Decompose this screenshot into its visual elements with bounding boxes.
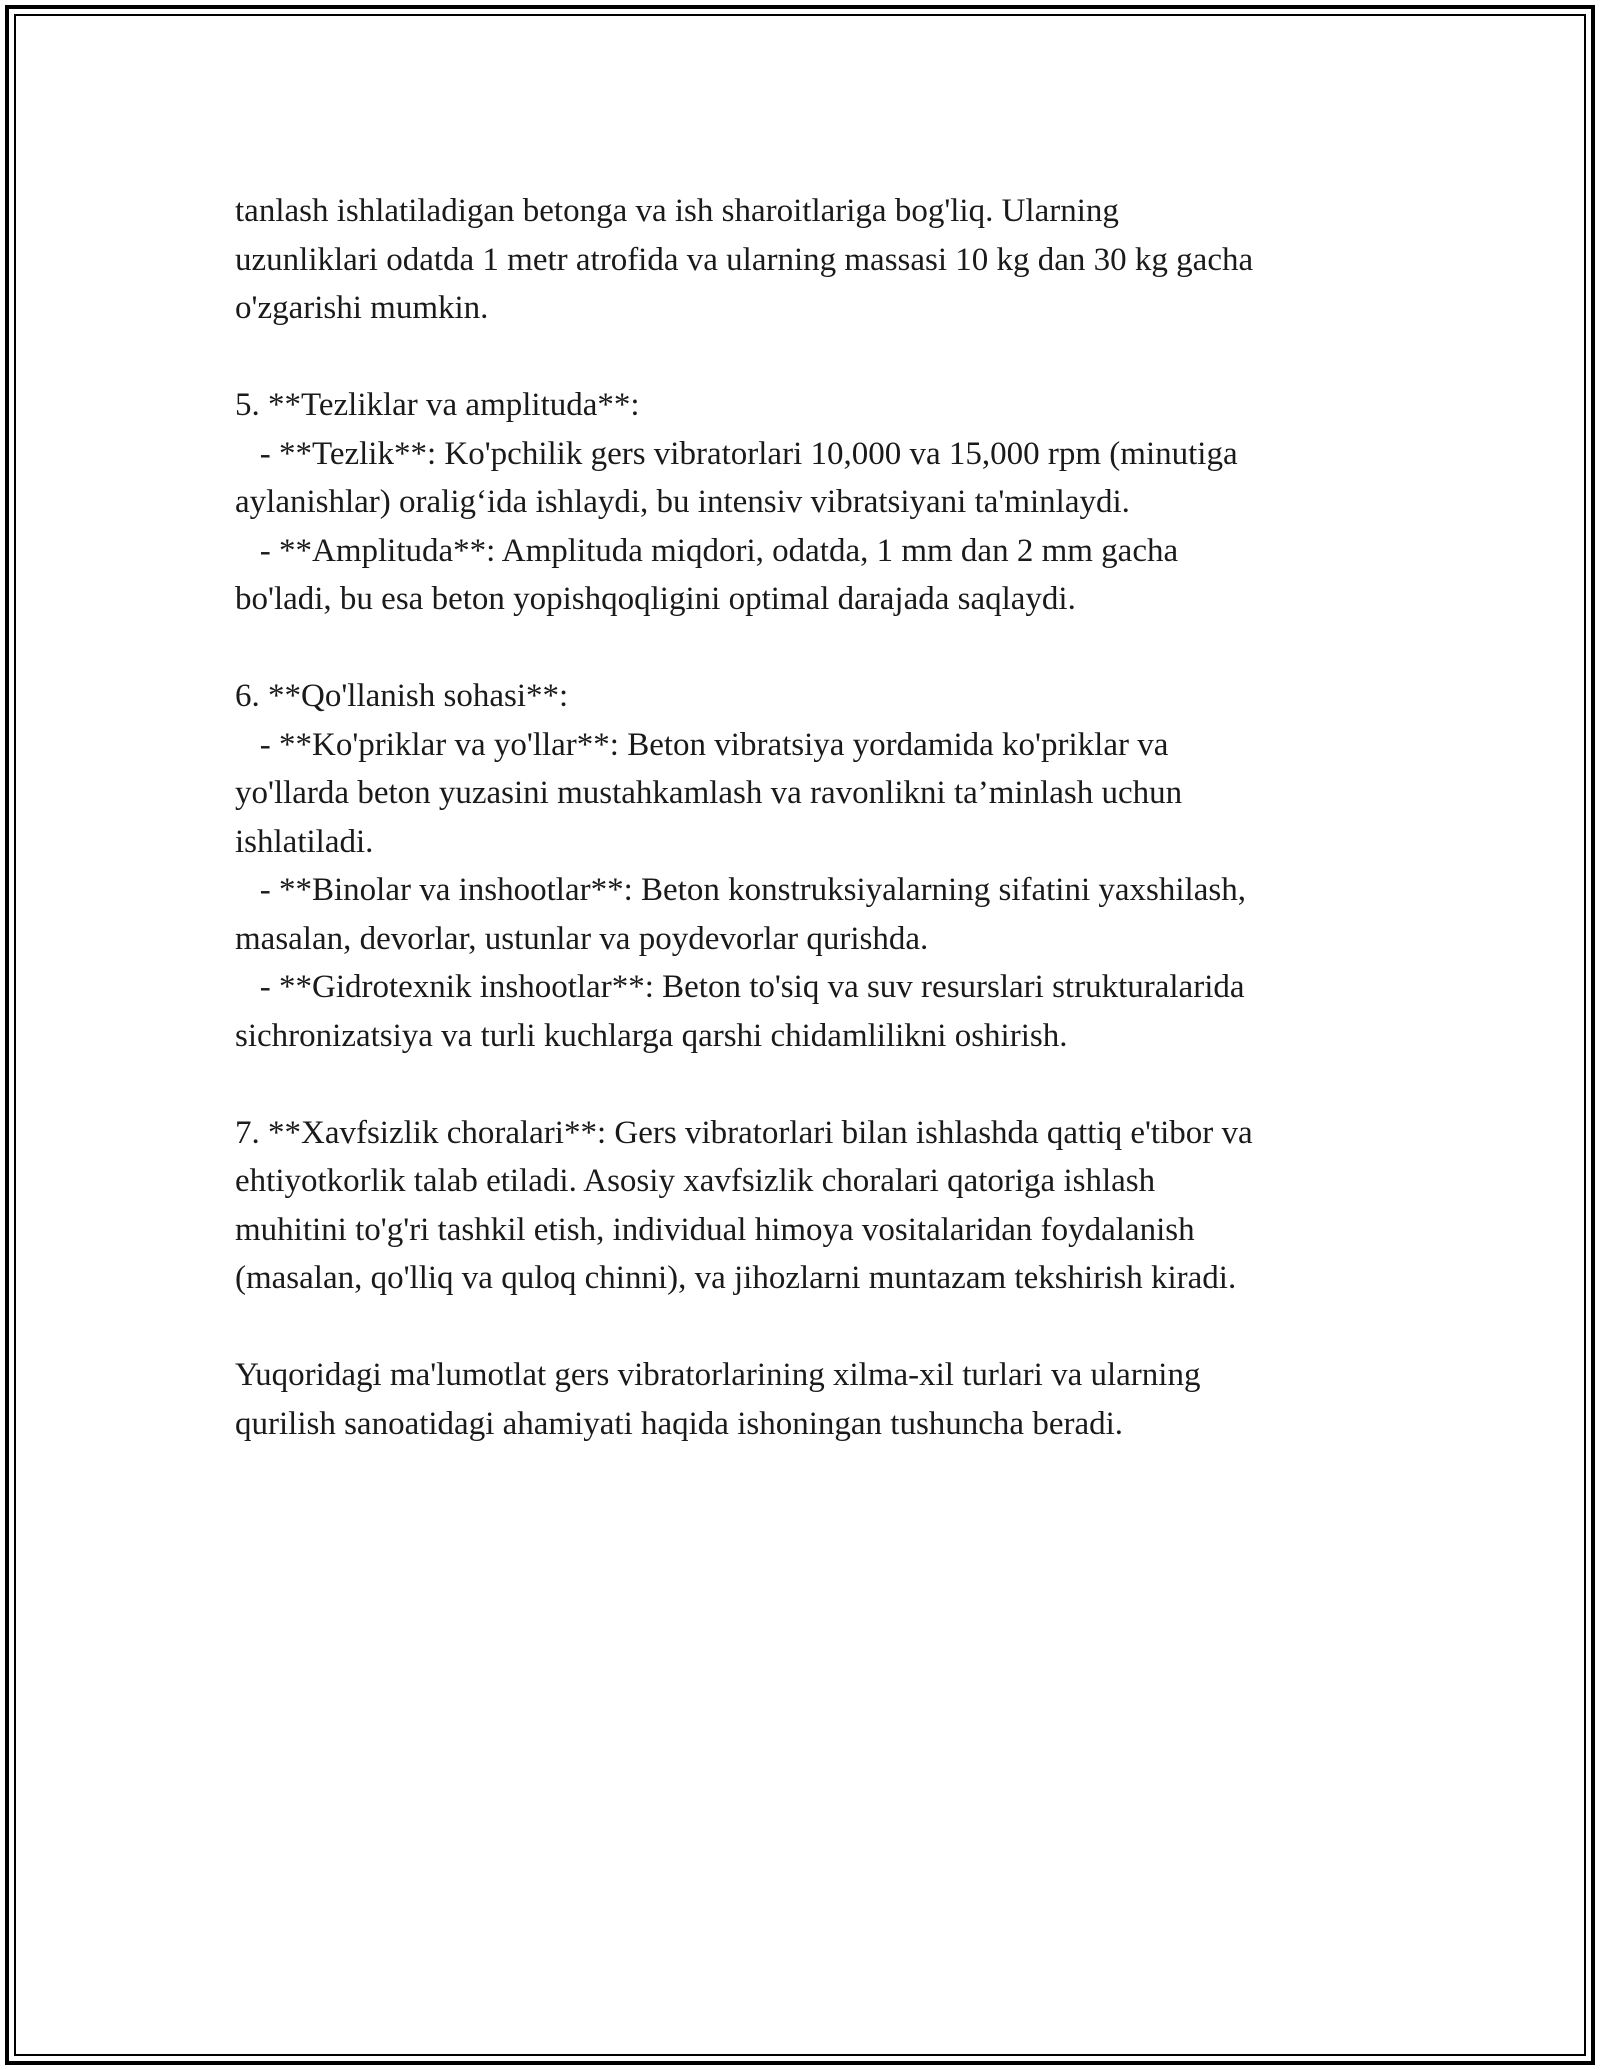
- paragraph-spacer: [235, 624, 1395, 673]
- text-line: tanlash ishlatiladigan betonga va ish sharoitlariga bog'liq. Ularning: [235, 193, 1119, 229]
- text-line: - **Binolar va inshootlar**: Beton konstruksiyalarning sifatini yaxshilash,: [235, 872, 1246, 908]
- section-5: [235, 381, 1395, 624]
- text-line: masalan, devorlar, ustunlar va poydevorlar qurishda.: [235, 920, 929, 957]
- text-line: sichronizatsiya va turli kuchlarga qarshi chidamlilikni oshirish.: [235, 1017, 1068, 1054]
- text-line: - **Amplituda**: Amplituda miqdori, odatda, 1 mm dan 2 mm gacha: [235, 532, 1179, 569]
- text-line: qurilish sanoatidagi ahamiyati haqida ishoningan tushuncha beradi.: [235, 1405, 1124, 1442]
- list-item-speed: [235, 430, 1395, 527]
- conclusion-paragraph: [235, 1351, 1395, 1448]
- document-body: [235, 187, 1395, 1448]
- paragraph-spacer: [235, 1303, 1395, 1352]
- text-line: - **Ko'priklar va yo'llar**: Beton vibratsiya yordamida ko'priklar va: [235, 726, 1169, 763]
- section-7: [235, 1109, 1395, 1303]
- section-heading: 6. **Qo'llanish sohasi**:: [235, 678, 569, 714]
- list-item-hydro: [235, 963, 1395, 1060]
- intro-paragraph: [235, 187, 1395, 333]
- text-line: ishlatiladi.: [235, 823, 374, 860]
- text-line: bo'ladi, bu esa beton yopishqoqligini optimal darajada saqlaydi.: [235, 581, 1076, 617]
- text-line: (masalan, qo'lliq va quloq chinni), va jihozlarni muntazam tekshirish kiradi.: [235, 1260, 1237, 1296]
- section-6: [235, 672, 1395, 1060]
- section-heading: 5. **Tezliklar va amplituda**:: [235, 387, 640, 423]
- text-line: Yuqoridagi ma'lumotlat gers vibratorlarining xilma-xil turlari va ularning: [235, 1357, 1201, 1393]
- text-line: o'zgarishi mumkin.: [235, 290, 489, 326]
- text-line: aylanishlar) oralig‘ida ishlaydi, bu intensiv vibratsiyani ta'minlaydi.: [235, 484, 1130, 520]
- paragraph-spacer: [235, 333, 1395, 382]
- text-line: yo'llarda beton yuzasini mustahkamlash va ravonlikni ta’minlash uchun: [235, 775, 1183, 811]
- text-line: 7. **Xavfsizlik choralari**: Gers vibratorlari bilan ishlashda qattiq e'tibor va: [235, 1114, 1253, 1151]
- list-item-amplitude: [235, 527, 1395, 624]
- list-item-bridges: [235, 721, 1395, 867]
- text-line: - **Tezlik**: Ko'pchilik gers vibratorlari 10,000 va 15,000 rpm (minutiga: [235, 435, 1238, 472]
- text-line: ehtiyotkorlik talab etiladi. Asosiy xavfsizlik choralari qatoriga ishlash: [235, 1163, 1156, 1199]
- text-line: muhitini to'g'ri tashkil etish, individual himoya vositalaridan foydalanish: [235, 1211, 1195, 1248]
- list-item-buildings: [235, 866, 1395, 963]
- text-line: uzunliklari odatda 1 metr atrofida va ularning massasi 10 kg dan 30 kg gacha: [235, 241, 1254, 278]
- text-line: - **Gidrotexnik inshootlar**: Beton to'siq va suv resurslari strukturalarida: [235, 969, 1245, 1005]
- paragraph-spacer: [235, 1060, 1395, 1109]
